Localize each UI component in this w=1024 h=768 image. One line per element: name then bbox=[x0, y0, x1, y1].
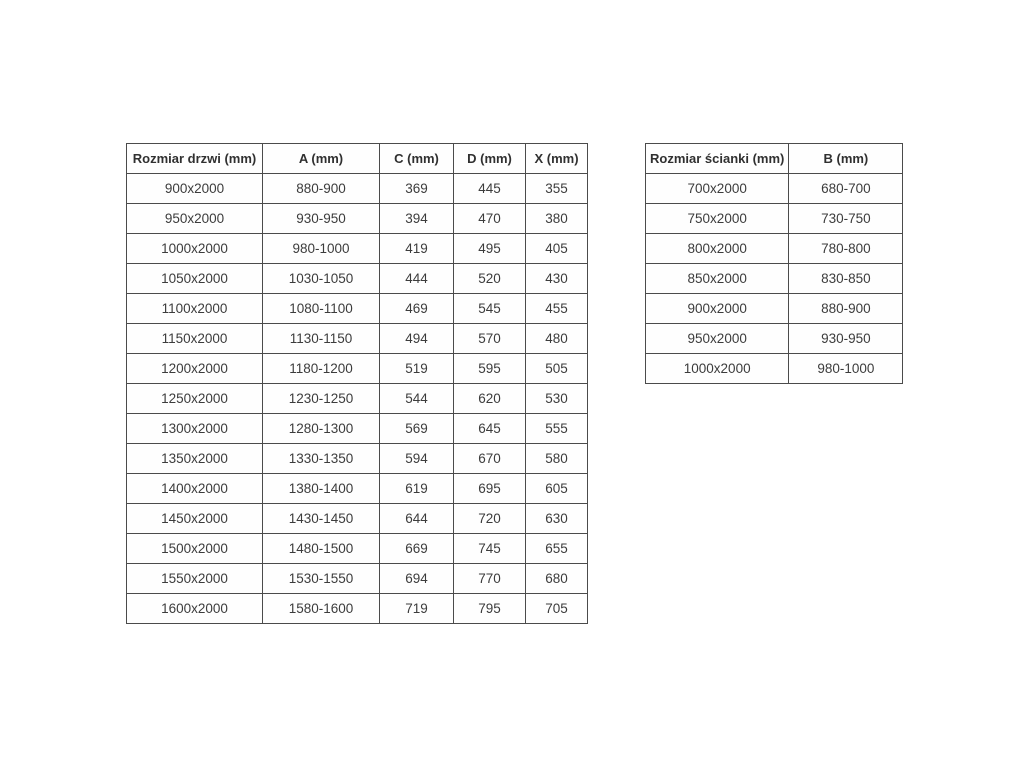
table-cell: 770 bbox=[454, 564, 526, 594]
table-cell: 930-950 bbox=[789, 324, 903, 354]
table-cell: 569 bbox=[380, 414, 454, 444]
table-row bbox=[127, 294, 588, 324]
table-cell: 544 bbox=[380, 384, 454, 414]
table-cell: 694 bbox=[380, 564, 454, 594]
table-cell: 620 bbox=[454, 384, 526, 414]
table-cell: 950x2000 bbox=[646, 324, 789, 354]
table-cell: 670 bbox=[454, 444, 526, 474]
table-cell: 980-1000 bbox=[789, 354, 903, 384]
wall-size-table bbox=[645, 143, 903, 384]
column-header: Rozmiar drzwi (mm) bbox=[127, 144, 263, 174]
table-cell: 1500x2000 bbox=[127, 534, 263, 564]
table-row bbox=[646, 354, 903, 384]
table-cell: 394 bbox=[380, 204, 454, 234]
table-cell: 780-800 bbox=[789, 234, 903, 264]
door-size-table-body bbox=[127, 174, 588, 624]
table-cell: 495 bbox=[454, 234, 526, 264]
wall-size-table-header bbox=[646, 144, 903, 174]
table-cell: 930-950 bbox=[263, 204, 380, 234]
table-row bbox=[127, 564, 588, 594]
table-cell: 1530-1550 bbox=[263, 564, 380, 594]
table-cell: 655 bbox=[526, 534, 588, 564]
table-cell: 880-900 bbox=[263, 174, 380, 204]
table-cell: 480 bbox=[526, 324, 588, 354]
table-row bbox=[127, 324, 588, 354]
table-cell: 705 bbox=[526, 594, 588, 624]
table-cell: 800x2000 bbox=[646, 234, 789, 264]
table-cell: 530 bbox=[526, 384, 588, 414]
table-cell: 1580-1600 bbox=[263, 594, 380, 624]
table-cell: 880-900 bbox=[789, 294, 903, 324]
table-cell: 1450x2000 bbox=[127, 504, 263, 534]
table-cell: 1430-1450 bbox=[263, 504, 380, 534]
table-cell: 355 bbox=[526, 174, 588, 204]
table-row bbox=[127, 474, 588, 504]
table-cell: 1100x2000 bbox=[127, 294, 263, 324]
table-cell: 950x2000 bbox=[127, 204, 263, 234]
table-row bbox=[646, 324, 903, 354]
table-cell: 1030-1050 bbox=[263, 264, 380, 294]
table-cell: 430 bbox=[526, 264, 588, 294]
table-cell: 720 bbox=[454, 504, 526, 534]
table-cell: 900x2000 bbox=[646, 294, 789, 324]
table-row bbox=[127, 414, 588, 444]
table-cell: 619 bbox=[380, 474, 454, 504]
wall-size-table-body bbox=[646, 174, 903, 384]
table-cell: 645 bbox=[454, 414, 526, 444]
table-cell: 1400x2000 bbox=[127, 474, 263, 504]
table-cell: 595 bbox=[454, 354, 526, 384]
table-cell: 700x2000 bbox=[646, 174, 789, 204]
table-row bbox=[646, 174, 903, 204]
table-cell: 1000x2000 bbox=[646, 354, 789, 384]
table-cell: 469 bbox=[380, 294, 454, 324]
table-row bbox=[127, 234, 588, 264]
table-cell: 830-850 bbox=[789, 264, 903, 294]
column-header: X (mm) bbox=[526, 144, 588, 174]
table-cell: 1480-1500 bbox=[263, 534, 380, 564]
table-cell: 494 bbox=[380, 324, 454, 354]
table-cell: 419 bbox=[380, 234, 454, 264]
table-row bbox=[646, 294, 903, 324]
table-cell: 1130-1150 bbox=[263, 324, 380, 354]
table-row bbox=[646, 234, 903, 264]
table-cell: 405 bbox=[526, 234, 588, 264]
table-cell: 520 bbox=[454, 264, 526, 294]
table-cell: 1600x2000 bbox=[127, 594, 263, 624]
table-cell: 594 bbox=[380, 444, 454, 474]
table-cell: 1350x2000 bbox=[127, 444, 263, 474]
table-cell: 1000x2000 bbox=[127, 234, 263, 264]
header-row bbox=[646, 144, 903, 174]
table-cell: 1080-1100 bbox=[263, 294, 380, 324]
column-header: B (mm) bbox=[789, 144, 903, 174]
table-cell: 730-750 bbox=[789, 204, 903, 234]
table-cell: 580 bbox=[526, 444, 588, 474]
table-row bbox=[127, 384, 588, 414]
header-row bbox=[127, 144, 588, 174]
table-cell: 605 bbox=[526, 474, 588, 504]
table-cell: 1280-1300 bbox=[263, 414, 380, 444]
table-cell: 695 bbox=[454, 474, 526, 504]
table-cell: 555 bbox=[526, 414, 588, 444]
table-cell: 1300x2000 bbox=[127, 414, 263, 444]
table-row bbox=[127, 354, 588, 384]
table-cell: 1380-1400 bbox=[263, 474, 380, 504]
table-cell: 444 bbox=[380, 264, 454, 294]
table-row bbox=[127, 594, 588, 624]
table-cell: 719 bbox=[380, 594, 454, 624]
table-cell: 470 bbox=[454, 204, 526, 234]
table-cell: 750x2000 bbox=[646, 204, 789, 234]
table-cell: 545 bbox=[454, 294, 526, 324]
table-cell: 455 bbox=[526, 294, 588, 324]
table-cell: 980-1000 bbox=[263, 234, 380, 264]
table-cell: 1250x2000 bbox=[127, 384, 263, 414]
column-header: C (mm) bbox=[380, 144, 454, 174]
table-cell: 680-700 bbox=[789, 174, 903, 204]
table-cell: 630 bbox=[526, 504, 588, 534]
table-cell: 1330-1350 bbox=[263, 444, 380, 474]
table-row bbox=[127, 264, 588, 294]
table-cell: 519 bbox=[380, 354, 454, 384]
column-header: D (mm) bbox=[454, 144, 526, 174]
table-cell: 1550x2000 bbox=[127, 564, 263, 594]
table-cell: 1200x2000 bbox=[127, 354, 263, 384]
table-row bbox=[127, 504, 588, 534]
table-row bbox=[127, 444, 588, 474]
column-header: A (mm) bbox=[263, 144, 380, 174]
table-row bbox=[646, 204, 903, 234]
table-cell: 369 bbox=[380, 174, 454, 204]
table-cell: 680 bbox=[526, 564, 588, 594]
table-cell: 1050x2000 bbox=[127, 264, 263, 294]
table-cell: 1150x2000 bbox=[127, 324, 263, 354]
table-cell: 445 bbox=[454, 174, 526, 204]
table-cell: 745 bbox=[454, 534, 526, 564]
table-cell: 644 bbox=[380, 504, 454, 534]
table-cell: 1180-1200 bbox=[263, 354, 380, 384]
table-row bbox=[127, 534, 588, 564]
table-cell: 505 bbox=[526, 354, 588, 384]
door-size-table bbox=[126, 143, 588, 624]
table-cell: 1230-1250 bbox=[263, 384, 380, 414]
table-row bbox=[646, 264, 903, 294]
table-cell: 850x2000 bbox=[646, 264, 789, 294]
table-cell: 669 bbox=[380, 534, 454, 564]
table-cell: 795 bbox=[454, 594, 526, 624]
table-cell: 900x2000 bbox=[127, 174, 263, 204]
table-row bbox=[127, 204, 588, 234]
table-cell: 380 bbox=[526, 204, 588, 234]
column-header: Rozmiar ścianki (mm) bbox=[646, 144, 789, 174]
door-size-table-header bbox=[127, 144, 588, 174]
table-cell: 570 bbox=[454, 324, 526, 354]
table-row bbox=[127, 174, 588, 204]
